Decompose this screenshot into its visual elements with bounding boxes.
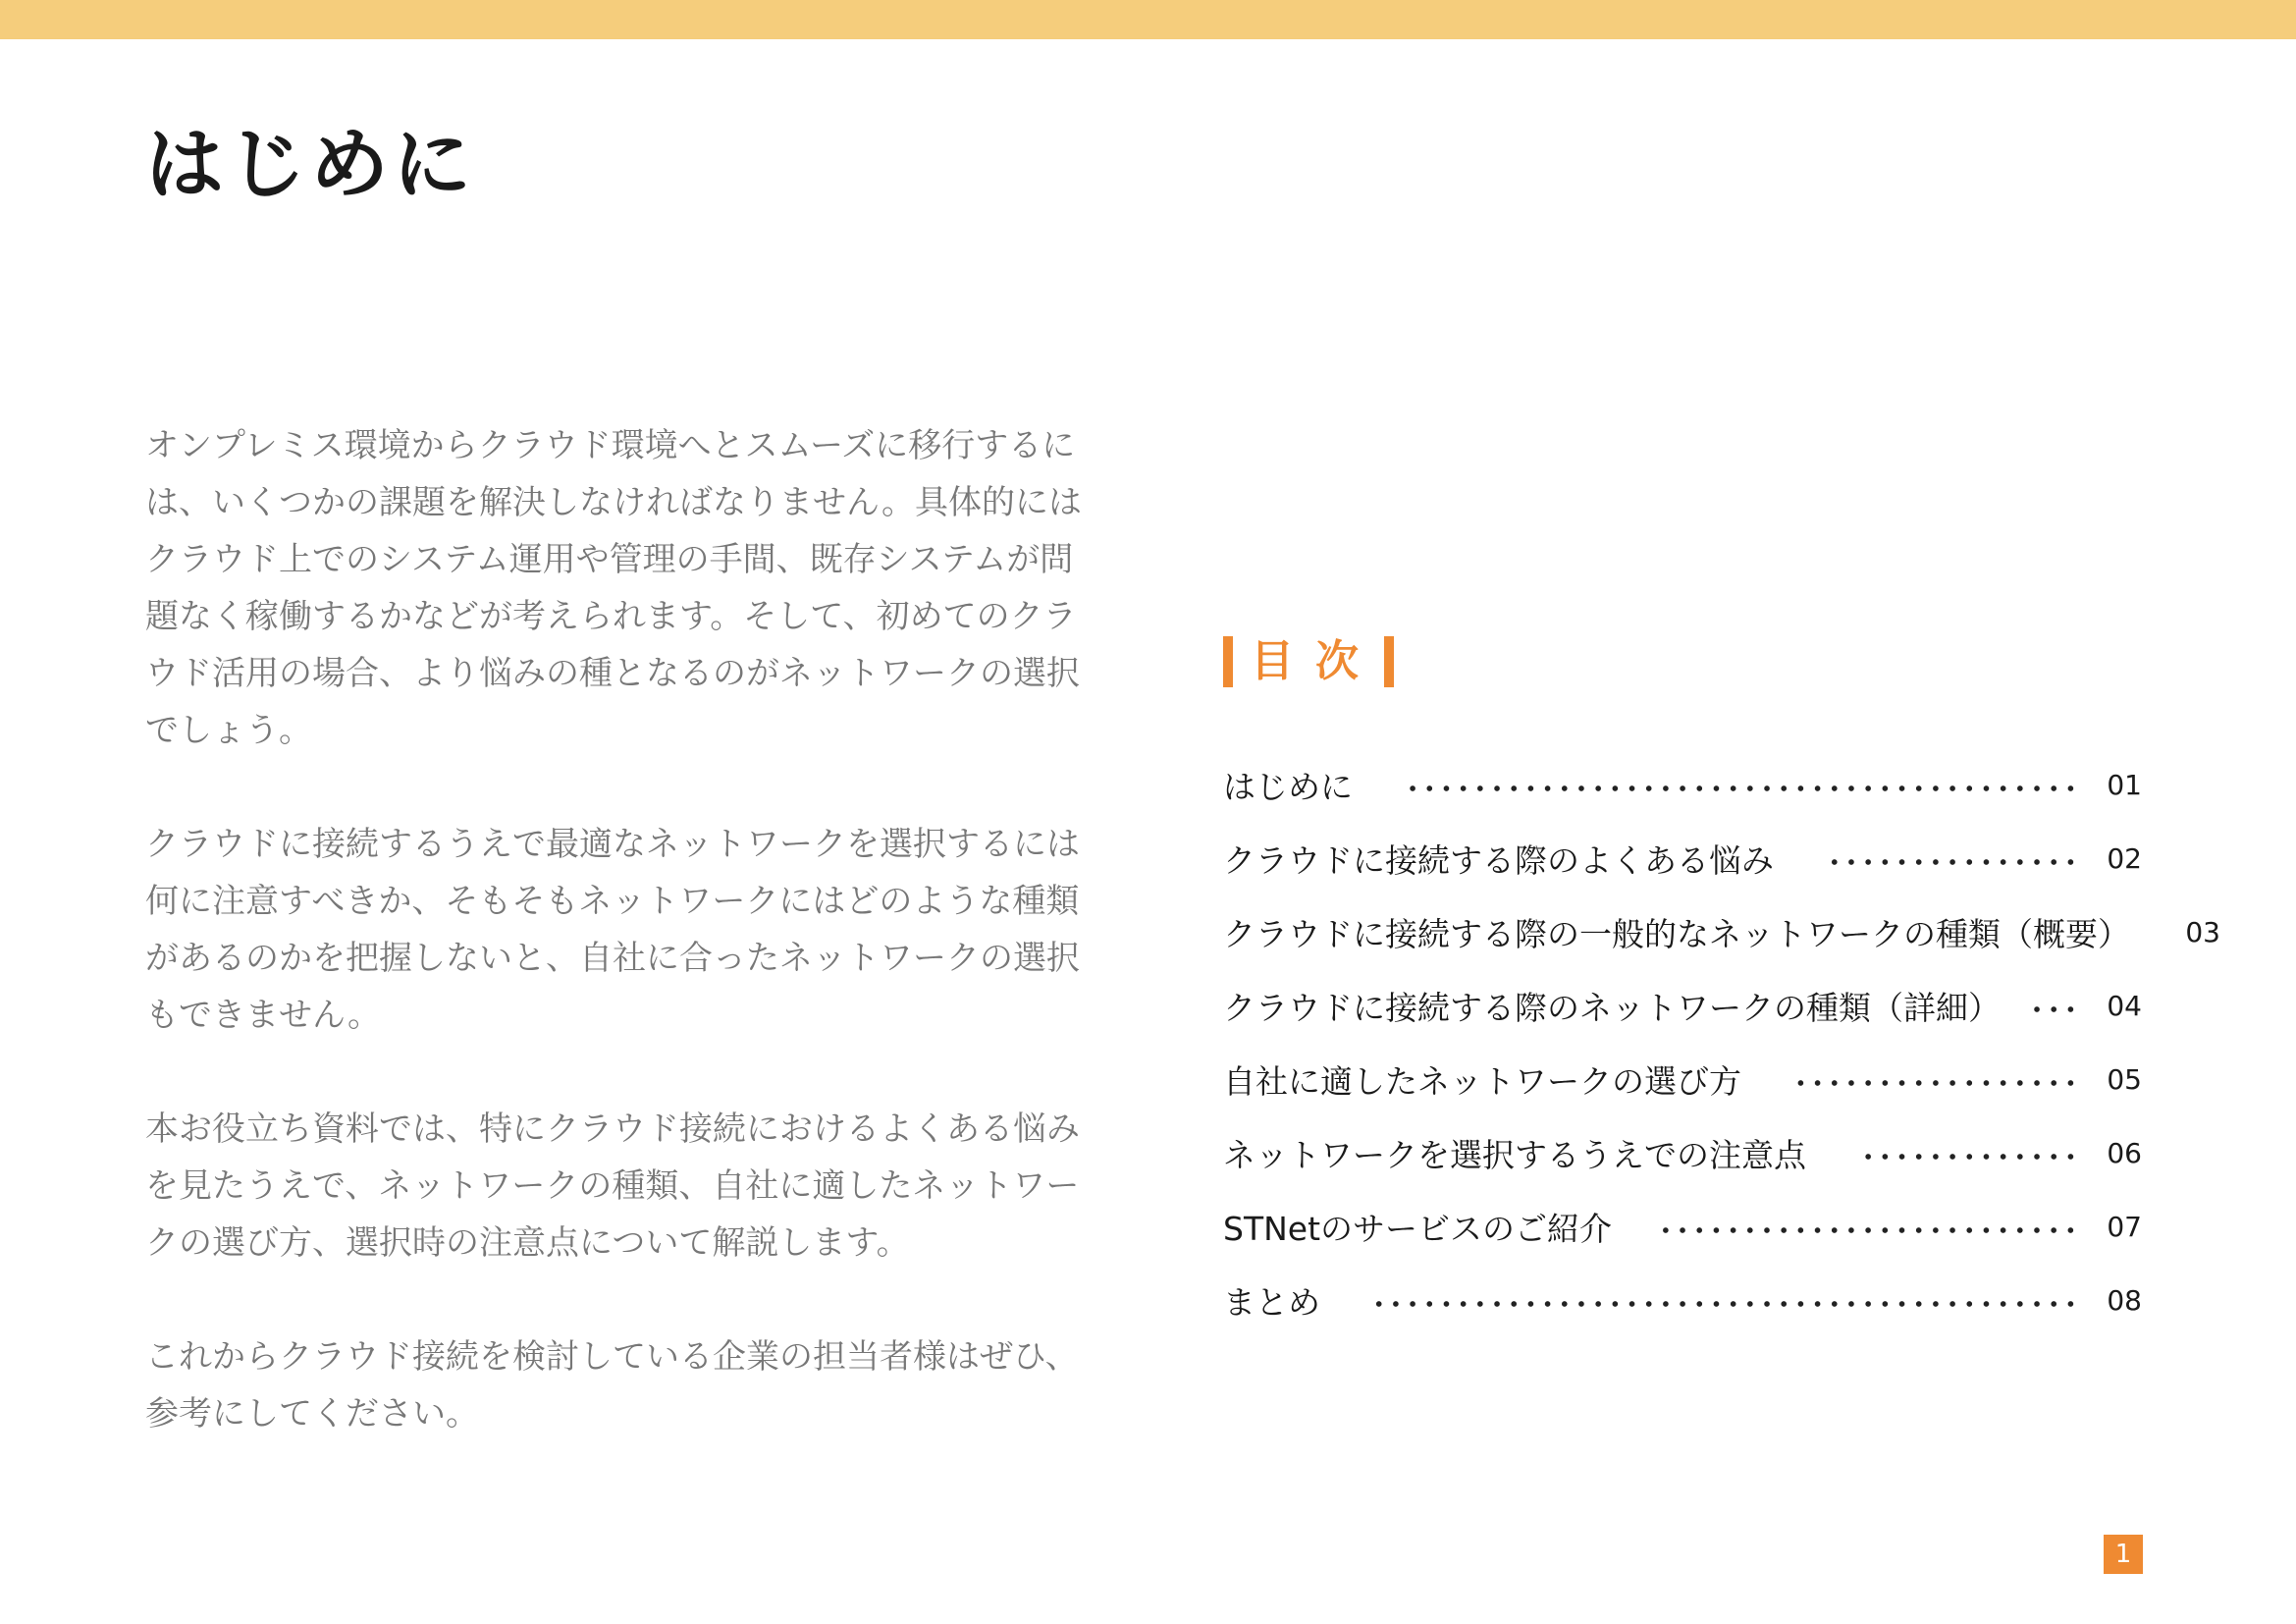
toc-leader-dots xyxy=(1790,1080,2079,1086)
toc-leader-dots xyxy=(1661,1227,2079,1233)
toc-item[interactable] xyxy=(1223,1190,2142,1264)
intro-paragraph-2: クラウドに接続するうえで最適なネットワークを選択するには何に注意すべきか、そもそもネットワークにはどのような種類があるのかを把握しないと、自社に合ったネットワークの選択もできません。 xyxy=(145,825,1080,1035)
toc-item-label: ネットワークを選択するうえでの注意点 xyxy=(1223,1136,1806,1174)
toc-heading-right-bar xyxy=(1384,636,1394,687)
toc-leader-dots xyxy=(2028,1006,2079,1012)
toc-leader-dots xyxy=(1823,859,2079,865)
page-title: はじめに xyxy=(145,119,475,210)
toc-item-page: 08 xyxy=(2107,1284,2142,1317)
toc-item-page: 02 xyxy=(2107,842,2142,875)
toc-item[interactable] xyxy=(1223,1116,2142,1190)
toc-leader-dots xyxy=(1369,1301,2079,1307)
toc-item[interactable] xyxy=(1223,969,2142,1043)
toc-item-page: 03 xyxy=(2185,916,2220,948)
toc-item[interactable] xyxy=(1223,895,2220,969)
toc-item-label: まとめ xyxy=(1223,1283,1320,1322)
toc-leader-dots xyxy=(1855,1154,2079,1160)
toc-item-page: 05 xyxy=(2107,1063,2142,1096)
intro-paragraph-1: オンプレミス環境からクラウド環境へとスムーズに移行するには、いくつかの課題を解決しなければなりません。具体的にはクラウド上でのシステム運用や管理の手間、既存システムが問題なく稼働するかなどが考えられます。そして、初めてのクラウド活用の場合、より悩みの種となるのがネットワークの選択でしょう。 xyxy=(145,426,1083,750)
table-of-contents xyxy=(1223,748,2220,1337)
page-number-badge: 1 xyxy=(2104,1535,2143,1574)
toc-item-label: STNetのサービスのご紹介 xyxy=(1223,1210,1613,1248)
toc-item[interactable] xyxy=(1223,1264,2142,1337)
toc-item-label: クラウドに接続する際のネットワークの種類（詳細） xyxy=(1223,989,2001,1027)
toc-item-page: 01 xyxy=(2107,769,2142,801)
toc-item[interactable] xyxy=(1223,748,2142,822)
toc-item-label: 自社に適したネットワークの選び方 xyxy=(1223,1062,1741,1101)
toc-item-page: 04 xyxy=(2107,990,2142,1022)
top-banner-bar xyxy=(0,0,2296,39)
toc-heading-left-bar xyxy=(1223,636,1233,687)
toc-leader-dots xyxy=(1402,785,2079,791)
intro-paragraph-3: 本お役立ち資料では、特にクラウド接続におけるよくある悩みを見たうえで、ネットワークの種類、自社に適したネットワークの選び方、選択時の注意点について解説します。 xyxy=(145,1110,1080,1263)
toc-item[interactable] xyxy=(1223,1043,2142,1116)
toc-item[interactable] xyxy=(1223,822,2142,895)
toc-heading xyxy=(1223,636,1394,687)
intro-paragraph-4: これからクラウド接続を検討している企業の担当者様はぜひ、参考にしてください。 xyxy=(145,1337,1079,1434)
toc-item-page: 07 xyxy=(2107,1211,2142,1243)
toc-item-label: クラウドに接続する際の一般的なネットワークの種類（概要） xyxy=(1223,915,2130,953)
toc-item-page: 06 xyxy=(2107,1137,2142,1169)
toc-heading-text: 目次 xyxy=(1251,636,1380,686)
intro-section xyxy=(145,417,1088,1499)
toc-item-label: クラウドに接続する際のよくある悩み xyxy=(1223,841,1774,880)
toc-item-label: はじめに xyxy=(1223,768,1353,806)
